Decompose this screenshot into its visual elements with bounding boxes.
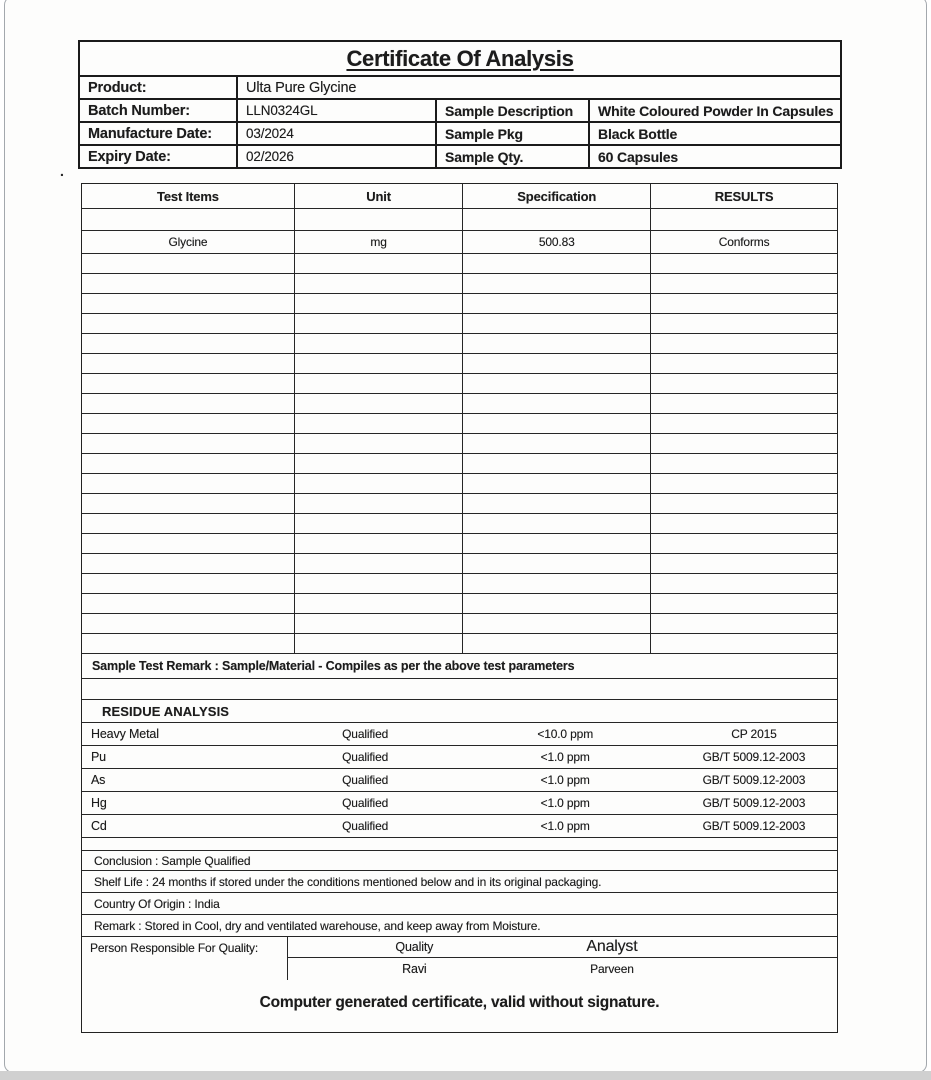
empty-cell <box>651 294 837 313</box>
empty-row <box>82 434 837 454</box>
residue-item: As <box>91 773 106 787</box>
residue-item: Cd <box>91 819 107 833</box>
batch-row <box>80 98 840 121</box>
residue-status: Qualified <box>342 773 389 787</box>
empty-row <box>82 679 837 700</box>
empty-cell <box>295 474 463 493</box>
signoff-titles <box>288 937 837 958</box>
empty-cell <box>295 534 463 553</box>
residue-item: Heavy Metal <box>91 727 159 741</box>
computer-generated-note: Computer generated certificate, valid without signature. <box>259 994 660 1011</box>
empty-row <box>82 454 837 474</box>
signoff-names-label-spacer <box>82 958 288 980</box>
test-table-header-row <box>82 184 837 209</box>
empty-cell <box>82 294 295 313</box>
empty-cell <box>651 274 837 293</box>
empty-cell <box>651 374 837 393</box>
empty-cell <box>82 454 295 473</box>
empty-cell <box>82 414 295 433</box>
empty-cell <box>463 314 651 333</box>
test-cell: 500.83 <box>463 231 651 253</box>
empty-cell <box>295 354 463 373</box>
empty-cell <box>82 554 295 573</box>
batch-number-value: LLN0324GL <box>246 103 318 118</box>
empty-cell <box>82 514 295 533</box>
storage-remark-row: Remark : Stored in Cool, dry and ventilated warehouse, and keep away from Moisture. <box>82 915 837 937</box>
test-cell: Glycine <box>82 231 295 253</box>
empty-cell <box>651 414 837 433</box>
empty-row <box>82 594 837 614</box>
empty-cell <box>295 594 463 613</box>
empty-row <box>82 634 837 654</box>
column-header: Specification <box>463 184 651 208</box>
empty-row <box>82 414 837 434</box>
empty-cell <box>295 254 463 273</box>
person-responsible-label: Person Responsible For Quality: <box>82 937 288 958</box>
sample-description-value: White Coloured Powder In Capsules <box>598 102 834 119</box>
residue-method: GB/T 5009.12-2003 <box>702 796 806 810</box>
empty-cell <box>651 434 837 453</box>
test-cell: Conforms <box>718 235 770 249</box>
empty-row <box>82 838 837 851</box>
empty-cell <box>295 274 463 293</box>
empty-row <box>82 254 837 274</box>
empty-cell <box>463 474 651 493</box>
empty-cell <box>295 394 463 413</box>
empty-cell <box>295 554 463 573</box>
empty-row <box>82 334 837 354</box>
residue-method: GB/T 5009.12-2003 <box>702 773 806 787</box>
title-row <box>80 42 840 75</box>
residue-method: GB/T 5009.12-2003 <box>702 750 806 764</box>
empty-row <box>82 474 837 494</box>
empty-cell <box>651 474 837 493</box>
residue-limit: <1.0 ppm <box>540 819 590 833</box>
empty-row <box>82 514 837 534</box>
residue-method: CP 2015 <box>731 727 777 741</box>
empty-cell <box>651 334 837 353</box>
product-row <box>80 75 840 98</box>
empty-cell <box>463 574 651 593</box>
empty-row <box>82 394 837 414</box>
empty-cell <box>463 209 651 230</box>
empty-cell <box>295 209 463 230</box>
column-header: Test Items <box>82 184 295 208</box>
residue-analysis-title: RESIDUE ANALYSIS <box>82 700 837 723</box>
certificate-title: Certificate Of Analysis <box>346 45 574 71</box>
empty-cell <box>463 334 651 353</box>
residue-row <box>82 792 837 815</box>
empty-row <box>82 614 837 634</box>
empty-cell <box>82 494 295 513</box>
analyst-title: Analyst <box>586 938 638 955</box>
empty-cell <box>651 209 837 230</box>
empty-cell <box>295 574 463 593</box>
empty-cell <box>82 254 295 273</box>
scan-bottom-edge <box>0 1071 931 1080</box>
empty-cell <box>82 474 295 493</box>
sample-pkg-value: Black Bottle <box>598 125 678 142</box>
empty-cell <box>295 314 463 333</box>
empty-cell <box>295 514 463 533</box>
empty-cell <box>651 394 837 413</box>
quality-name: Ravi <box>402 962 427 976</box>
empty-cell <box>651 454 837 473</box>
residue-item: Hg <box>91 796 107 810</box>
empty-row <box>82 314 837 334</box>
empty-cell <box>651 354 837 373</box>
empty-cell <box>463 254 651 273</box>
sample-description-label: Sample Description <box>435 100 590 121</box>
empty-cell <box>463 294 651 313</box>
sample-test-remark: Sample Test Remark : Sample/Material - Compiles as per the above test parameters <box>82 654 837 679</box>
footer-row <box>82 980 837 1032</box>
empty-cell <box>82 314 295 333</box>
empty-row <box>82 294 837 314</box>
residue-status: Qualified <box>342 796 389 810</box>
empty-cell <box>651 554 837 573</box>
empty-cell <box>82 434 295 453</box>
empty-cell <box>463 634 651 653</box>
empty-cell <box>82 354 295 373</box>
sample-qty-value: 60 Capsules <box>598 148 679 165</box>
sample-qty-label: Sample Qty. <box>435 146 590 167</box>
empty-cell <box>295 334 463 353</box>
empty-cell <box>82 374 295 393</box>
empty-cell <box>463 414 651 433</box>
empty-cell <box>463 454 651 473</box>
empty-cell <box>82 574 295 593</box>
empty-cell <box>651 614 837 633</box>
empty-cell <box>463 554 651 573</box>
empty-cell <box>463 434 651 453</box>
country-of-origin-row: Country Of Origin : India <box>82 893 837 915</box>
results-box <box>81 183 838 1033</box>
empty-row <box>82 534 837 554</box>
quality-title: Quality <box>395 940 434 954</box>
scan-artifact-dot: . <box>60 163 64 179</box>
test-results-grid <box>82 184 837 937</box>
residue-item: Pu <box>91 750 106 764</box>
empty-cell <box>463 394 651 413</box>
signoff-names <box>288 958 837 980</box>
conclusion-row: Conclusion : Sample Qualified <box>82 851 837 871</box>
empty-cell <box>463 614 651 633</box>
empty-cell <box>82 634 295 653</box>
residue-status: Qualified <box>342 727 389 741</box>
empty-cell <box>651 634 837 653</box>
product-label: Product: <box>80 77 238 98</box>
empty-cell <box>651 514 837 533</box>
empty-cell <box>295 614 463 633</box>
empty-cell <box>463 354 651 373</box>
residue-row <box>82 723 837 746</box>
residue-limit: <1.0 ppm <box>540 750 590 764</box>
empty-cell <box>463 494 651 513</box>
empty-row <box>82 554 837 574</box>
empty-row <box>82 209 837 231</box>
empty-cell <box>82 274 295 293</box>
person-responsible-row <box>82 937 837 958</box>
empty-cell <box>651 254 837 273</box>
analyst-name: Parveen <box>590 962 634 976</box>
empty-row <box>82 354 837 374</box>
empty-cell <box>463 514 651 533</box>
residue-limit: <1.0 ppm <box>540 773 590 787</box>
empty-cell <box>463 534 651 553</box>
certificate-header-table <box>78 40 842 169</box>
residue-row <box>82 769 837 792</box>
empty-cell <box>295 634 463 653</box>
residue-method: GB/T 5009.12-2003 <box>702 819 806 833</box>
residue-limit: <10.0 ppm <box>537 727 594 741</box>
empty-row <box>82 274 837 294</box>
empty-cell <box>295 494 463 513</box>
empty-cell <box>82 594 295 613</box>
batch-number-label: Batch Number: <box>80 100 238 121</box>
test-cell: mg <box>295 231 463 253</box>
empty-cell <box>463 374 651 393</box>
column-header: Unit <box>295 184 463 208</box>
expiry-date-row <box>80 144 840 167</box>
empty-cell <box>82 334 295 353</box>
empty-cell <box>295 454 463 473</box>
empty-cell <box>651 594 837 613</box>
column-header: RESULTS <box>714 188 774 204</box>
empty-cell <box>463 594 651 613</box>
manufacture-date-row <box>80 121 840 144</box>
residue-row <box>82 746 837 769</box>
empty-cell <box>651 494 837 513</box>
empty-cell <box>295 434 463 453</box>
empty-row <box>82 574 837 594</box>
empty-cell <box>295 374 463 393</box>
empty-cell <box>82 614 295 633</box>
expiry-date-value: 02/2026 <box>246 149 294 164</box>
empty-row <box>82 494 837 514</box>
manufacture-date-label: Manufacture Date: <box>80 123 238 144</box>
empty-cell <box>651 314 837 333</box>
empty-cell <box>82 209 295 230</box>
empty-cell <box>82 394 295 413</box>
residue-status: Qualified <box>342 750 389 764</box>
residue-row <box>82 815 837 838</box>
empty-cell <box>463 274 651 293</box>
residue-status: Qualified <box>342 819 389 833</box>
manufacture-date-value: 03/2024 <box>246 126 294 141</box>
shelf-life-row: Shelf Life : 24 months if stored under the conditions mentioned below and in its original packaging. <box>82 871 837 893</box>
empty-cell <box>651 574 837 593</box>
empty-row <box>82 374 837 394</box>
empty-cell <box>651 534 837 553</box>
expiry-date-label: Expiry Date: <box>80 146 238 167</box>
empty-cell <box>82 534 295 553</box>
residue-limit: <1.0 ppm <box>540 796 590 810</box>
sample-pkg-label: Sample Pkg <box>435 123 590 144</box>
empty-cell <box>295 294 463 313</box>
test-row <box>82 231 837 254</box>
empty-cell <box>295 414 463 433</box>
signoff-names-row <box>82 958 837 980</box>
product-value: Ulta Pure Glycine <box>246 79 357 96</box>
